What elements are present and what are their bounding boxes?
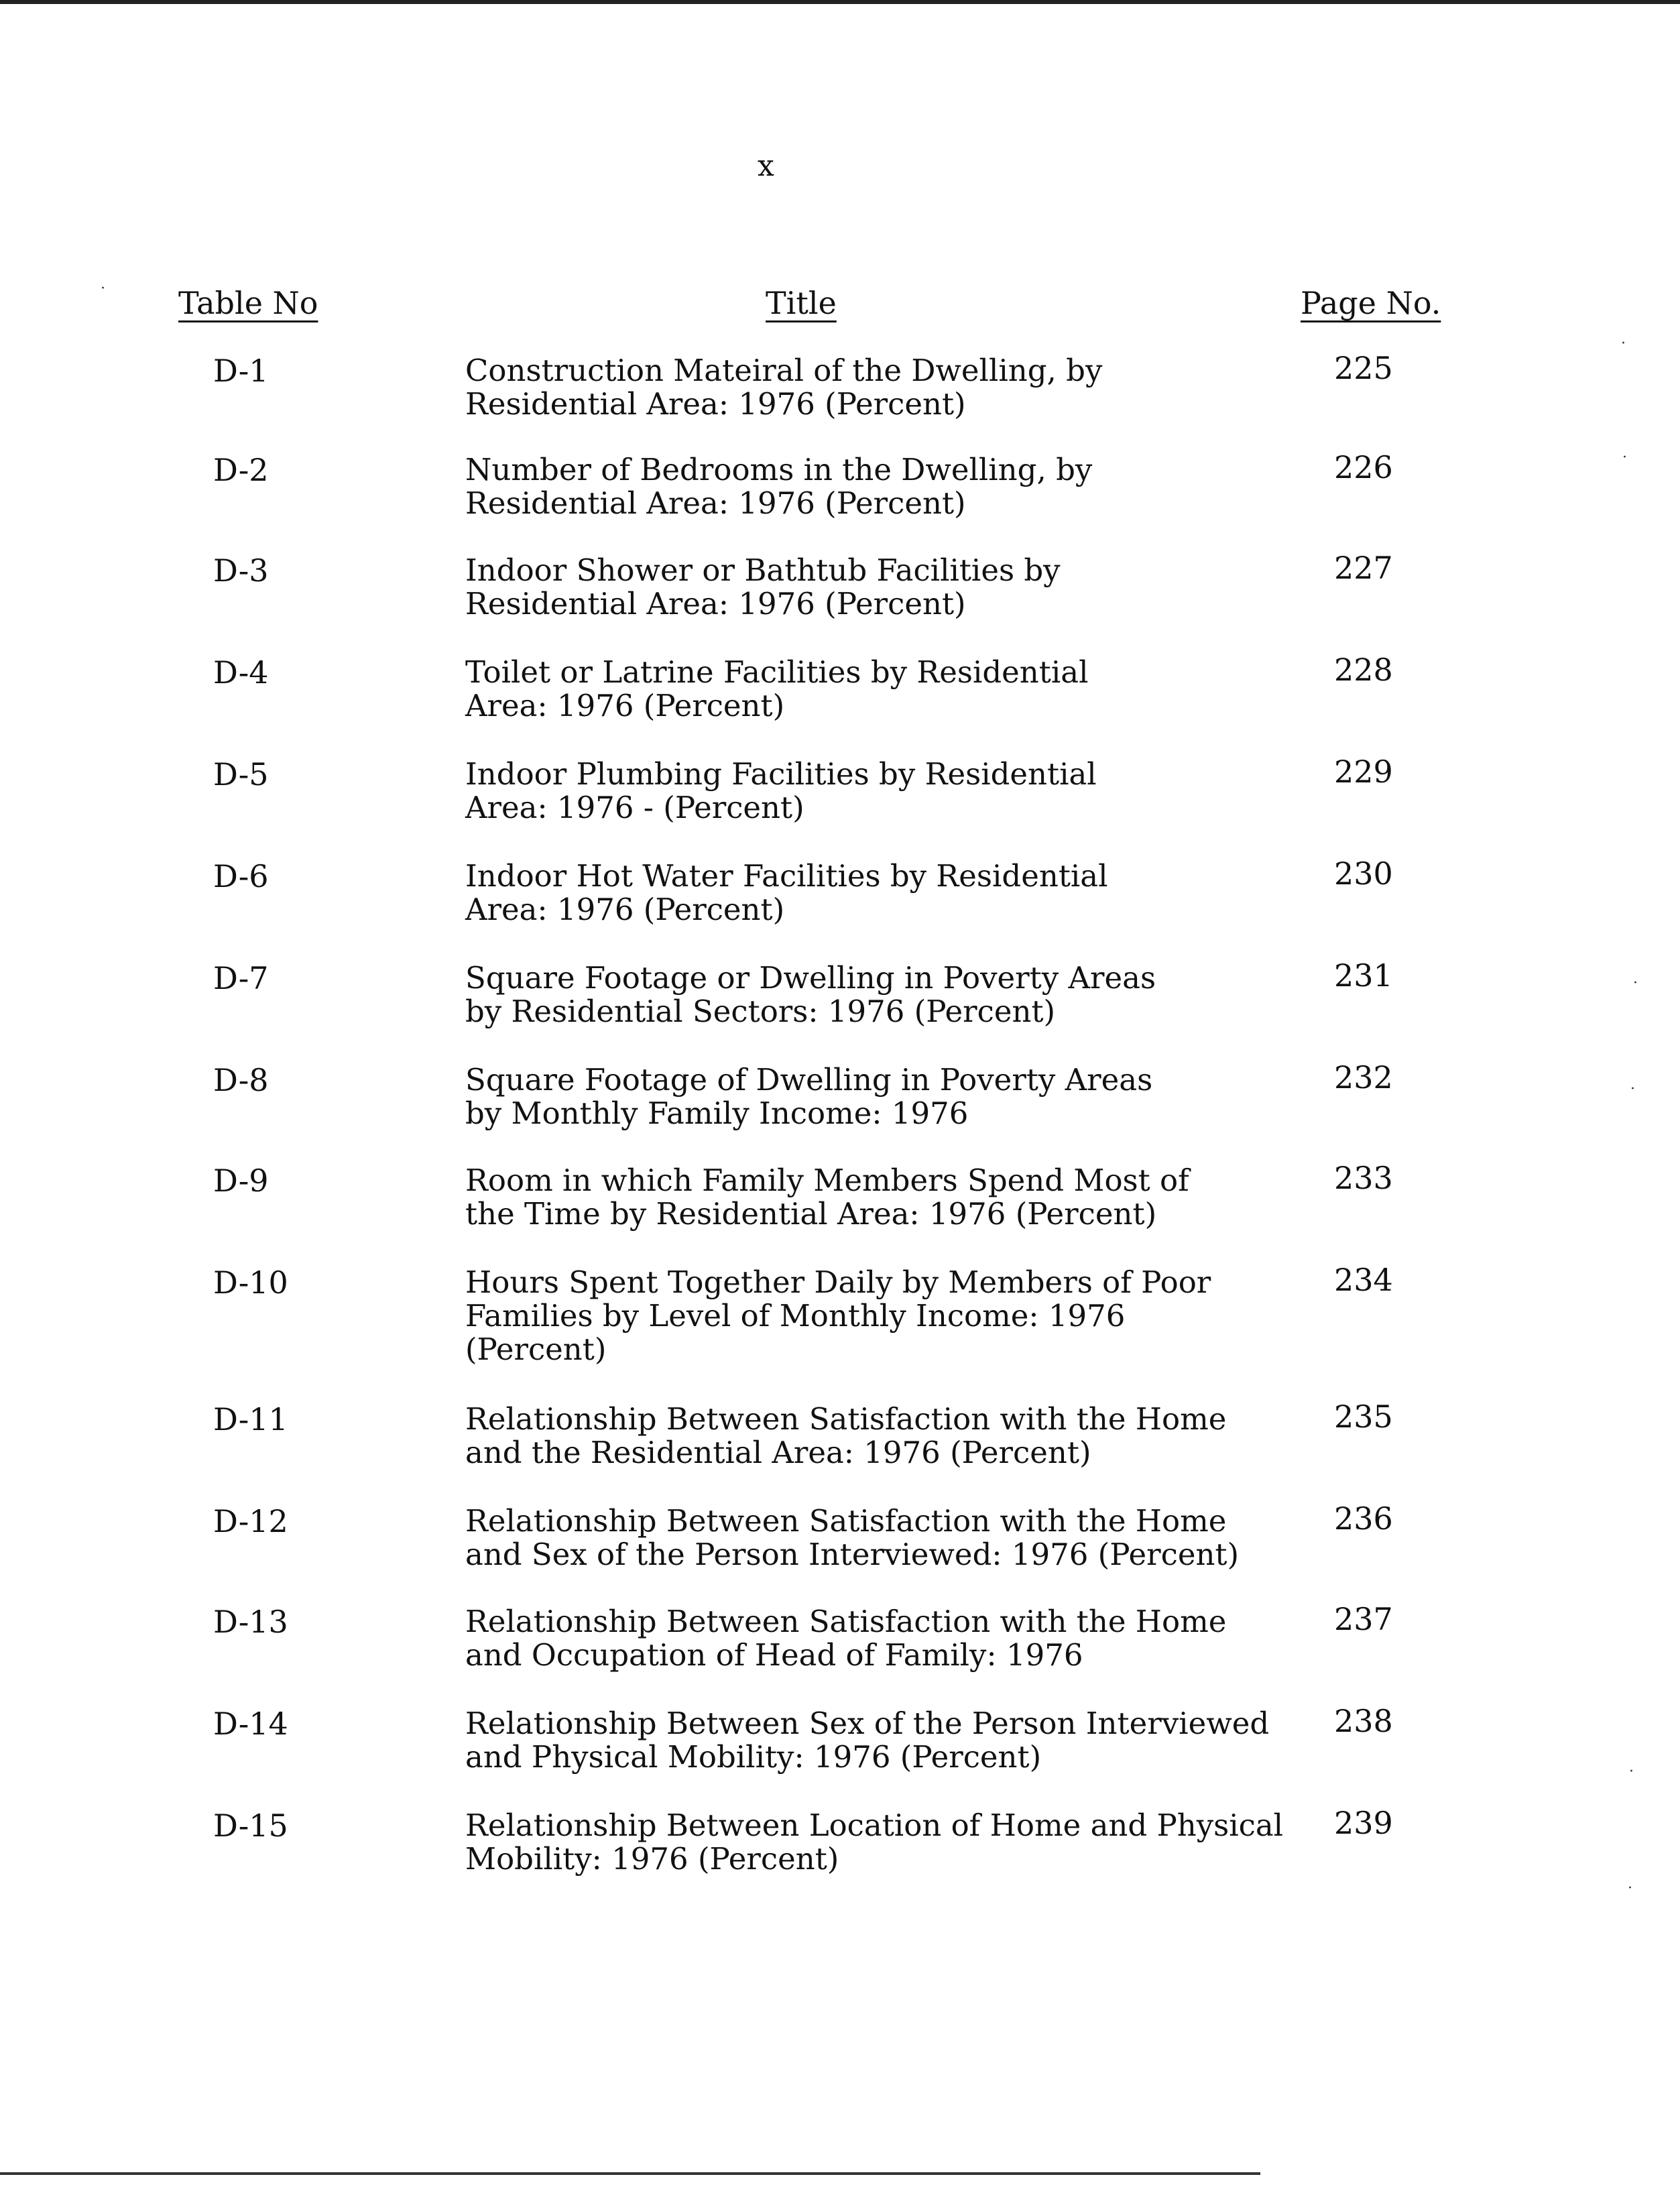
scan-speck: · <box>1622 449 1627 466</box>
table-page: 230 <box>1334 855 1393 892</box>
table-title: Relationship Between Sex of the Person Interviewed and Physical Mobility: 1976 (Percent) <box>465 1706 1270 1775</box>
table-number: D-13 <box>213 1604 288 1640</box>
page-number: x <box>758 149 774 183</box>
table-number: D-2 <box>213 452 269 488</box>
table-title: Indoor Shower or Bathtub Facilities by Residential Area: 1976 (Percent) <box>465 552 1061 622</box>
table-title: Indoor Hot Water Facilities by Residential Area: 1976 (Percent) <box>465 858 1108 927</box>
scan-edge-bottom <box>0 2172 1260 2175</box>
table-number: D-12 <box>213 1503 288 1539</box>
header-page-no: Page No. <box>1301 285 1441 321</box>
table-number: D-15 <box>213 1808 288 1844</box>
header-table-no: Table No <box>178 285 318 321</box>
table-title: Indoor Plumbing Facilities by Residential Area: 1976 - (Percent) <box>465 756 1097 825</box>
table-number: D-4 <box>213 654 269 691</box>
table-title: Relationship Between Satisfaction with the Home and Occupation of Head of Family: 1976 <box>465 1604 1227 1673</box>
table-number: D-1 <box>213 353 269 389</box>
table-page: 237 <box>1334 1601 1393 1637</box>
scan-speck: · <box>101 280 105 297</box>
table-page: 228 <box>1334 652 1393 688</box>
table-page: 234 <box>1334 1262 1393 1298</box>
table-page: 236 <box>1334 1500 1393 1537</box>
table-page: 232 <box>1334 1059 1393 1096</box>
table-page: 235 <box>1334 1399 1393 1435</box>
table-number: D-5 <box>213 756 269 792</box>
table-page: 226 <box>1334 449 1393 485</box>
table-page: 238 <box>1334 1703 1393 1739</box>
table-title: Construction Mateiral of the Dwelling, by Residential Area: 1976 (Percent) <box>465 353 1103 422</box>
scan-speck: · <box>1633 975 1638 992</box>
table-number: D-8 <box>213 1062 269 1098</box>
table-number: D-11 <box>213 1401 288 1437</box>
table-number: D-14 <box>213 1706 288 1742</box>
table-title: Relationship Between Location of Home and Physical Mobility: 1976 (Percent) <box>465 1808 1284 1877</box>
table-title: Relationship Between Satisfaction with the Home and Sex of the Person Interviewed: 1976 (Percent) <box>465 1503 1240 1572</box>
table-page: 227 <box>1334 550 1393 586</box>
table-page: 233 <box>1334 1160 1393 1196</box>
table-number: D-9 <box>213 1163 269 1199</box>
scan-speck: · <box>1621 335 1626 352</box>
table-title: Square Footage or Dwelling in Poverty Areas by Residential Sectors: 1976 (Percent) <box>465 960 1156 1029</box>
table-page: 225 <box>1334 350 1393 386</box>
scan-speck: · <box>1630 1081 1635 1098</box>
table-page: 239 <box>1334 1805 1393 1841</box>
table-title: Room in which Family Members Spend Most of the Time by Residential Area: 1976 (Percent) <box>465 1163 1189 1232</box>
table-title: Number of Bedrooms in the Dwelling, by Residential Area: 1976 (Percent) <box>465 452 1093 521</box>
header-title: Title <box>766 285 837 321</box>
table-number: D-7 <box>213 960 269 996</box>
table-number: D-3 <box>213 552 269 589</box>
table-page: 231 <box>1334 957 1393 994</box>
table-title: Toilet or Latrine Facilities by Residential Area: 1976 (Percent) <box>465 654 1089 723</box>
scan-speck: · <box>1629 1763 1634 1780</box>
table-title: Square Footage of Dwelling in Poverty Areas by Monthly Family Income: 1976 <box>465 1062 1153 1131</box>
table-number: D-6 <box>213 858 269 894</box>
table-title: Relationship Between Satisfaction with the Home and the Residential Area: 1976 (Percent) <box>465 1401 1227 1470</box>
table-title: Hours Spent Together Daily by Members of Poor Families by Level of Monthly Income: 1976 (Percent) <box>465 1264 1211 1367</box>
table-number: D-10 <box>213 1264 288 1301</box>
scan-speck: · <box>1628 1880 1632 1897</box>
scan-edge-top <box>0 0 1680 4</box>
table-page: 229 <box>1334 754 1393 790</box>
